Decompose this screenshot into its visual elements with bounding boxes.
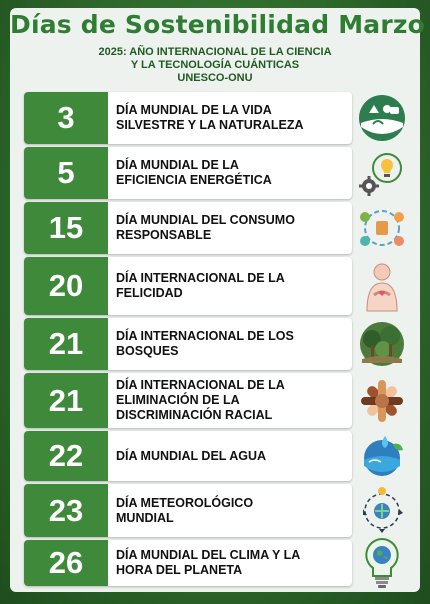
- day-row: [24, 373, 352, 428]
- subtitle-line-2: Y LA TECNOLOGÍA CUÁNTICAS: [130, 59, 300, 71]
- day-label: DÍA INTERNACIONAL DE LA ELIMINACIÓN DE LA DISCRIMINACIÓN RACIAL: [116, 378, 285, 422]
- lightbulb-gear-icon: [354, 147, 410, 199]
- day-row: [24, 202, 352, 254]
- day-number: 15: [24, 202, 108, 254]
- day-label: DÍA INTERNACIONAL DE LOS BOSQUES: [116, 329, 294, 358]
- day-row: [24, 318, 352, 370]
- day-label: DÍA MUNDIAL DE LA VIDA SILVESTRE Y LA NATURALEZA: [116, 103, 304, 132]
- joined-hands-icon: [354, 373, 410, 428]
- day-row: [24, 484, 352, 537]
- page-title: Días de Sostenibilidad Marzo: [10, 10, 426, 39]
- day-number: 26: [24, 540, 108, 586]
- day-row: [24, 431, 352, 481]
- day-label: DÍA MUNDIAL DEL CLIMA Y LA HORA DEL PLANETA: [116, 548, 301, 577]
- earth-bulb-icon: [354, 536, 410, 590]
- subtitle-line-3: UNESCO-ONU: [177, 72, 253, 84]
- forest-icon: [354, 318, 410, 370]
- self-hug-icon: [354, 257, 410, 315]
- recycle-consumption-icon: [354, 202, 410, 254]
- day-number: 21: [24, 373, 108, 428]
- day-number: 3: [24, 92, 108, 144]
- water-drop-icon: [354, 431, 410, 481]
- poster-card: [10, 8, 426, 592]
- day-row: [24, 92, 352, 144]
- weather-icon: [354, 484, 410, 537]
- day-number: 21: [24, 318, 108, 370]
- day-row: [24, 147, 352, 199]
- day-number: 5: [24, 147, 108, 199]
- day-number: 20: [24, 257, 108, 315]
- day-row: [24, 257, 352, 315]
- day-label: DÍA METEOROLÓGICO MUNDIAL: [116, 495, 254, 525]
- day-label: DÍA INTERNACIONAL DE LA FELICIDAD: [116, 271, 285, 300]
- subtitle-line-1: 2025: AÑO INTERNACIONAL DE LA CIENCIA: [98, 46, 332, 58]
- day-label: DÍA MUNDIAL DE LA EFICIENCIA ENERGÉTICA: [116, 158, 272, 187]
- day-number: 22: [24, 431, 108, 481]
- day-label: DÍA MUNDIAL DEL AGUA: [116, 448, 266, 463]
- wildlife-icon: [354, 92, 410, 144]
- day-number: 23: [24, 484, 108, 537]
- day-label: DÍA MUNDIAL DEL CONSUMO RESPONSABLE: [116, 213, 295, 242]
- day-row: [24, 540, 352, 586]
